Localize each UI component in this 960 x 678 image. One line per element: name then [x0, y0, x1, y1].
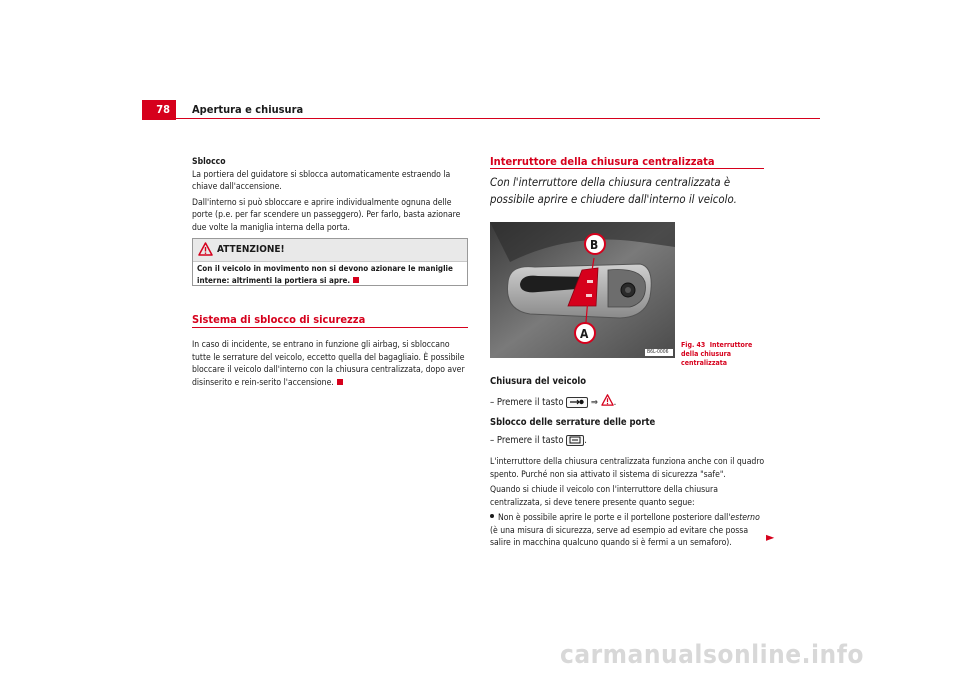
note-paragraph-2: Quando si chiude il veicolo con l'interruttore della chiusura centralizzata, si deve tenere presente quanto segue: [490, 485, 718, 508]
figure-caption [681, 341, 771, 368]
unlock-section [192, 156, 470, 234]
watermark: carmanualsonline.info [560, 640, 864, 670]
safety-heading: Sistema di sblocco di sicurezza [192, 313, 366, 326]
bullet-text-em: esterno [730, 513, 760, 523]
warning-title: ATTENZIONE! [217, 244, 285, 255]
door-panel-figure [490, 222, 675, 358]
unlock-step: – Premere il tasto . [490, 434, 587, 446]
reference-arrow: ⇒ [590, 396, 598, 408]
warning-triangle-icon [601, 394, 614, 406]
note-paragraph-1: L'interruttore della chiusura centralizzata funziona anche con il quadro spento. Purché non sia attivato il sistema di sicurezza "safe". [490, 457, 765, 480]
continue-arrow-icon: ► [766, 530, 775, 544]
callout-a: A [580, 327, 589, 341]
bullet-text-post: (è una misura di sicurezza, serve ad esempio ad evitare che possa salire in macchina qualcuno quando si è fermi a un semaforo). [490, 525, 749, 548]
callout-b: B [590, 238, 599, 252]
unlock-doors-heading: Sblocco delle serrature delle porte [490, 417, 656, 428]
page-header-title: Apertura e chiusura [192, 103, 304, 116]
unlock-step-text: – Premere il tasto [490, 434, 564, 446]
warning-header [193, 239, 467, 262]
figure-caption-text: Interruttore della chiusura centralizzata [681, 341, 753, 367]
switch-heading: Interruttore della chiusura centralizzata [490, 155, 715, 168]
unlock-heading: Sblocco [192, 157, 226, 167]
figure-code: B6L-0006 [647, 349, 669, 355]
unlock-paragraph-2: Dall'interno si può sbloccare e aprire individualmente ognuna delle porte (p.e. per far scendere un passeggero). Per farlo, basta azionare due volte la maniglia interna della porta. [192, 197, 461, 233]
end-marker-icon [353, 277, 359, 283]
warning-box [192, 238, 468, 286]
safety-heading-rule [192, 327, 468, 328]
switch-lead: Con l'interruttore della chiusura centralizzata è possibile aprire e chiudere dall'interno il veicolo. [490, 176, 737, 206]
safety-text: In caso di incidente, se entrano in funzione gli airbag, si sbloccano tutte le serrature del veicolo, eccetto quella del bagagliaio. È possibile bloccare il veicolo dall'interno con la chiusura centralizzata, dopo aver disinserito e rein-serito l'accensione. [192, 340, 465, 388]
warning-text-block [197, 263, 463, 287]
safety-text-block [192, 339, 470, 389]
bullet-icon [490, 514, 494, 518]
notes-block [490, 456, 770, 550]
note-bullet [490, 512, 770, 550]
lock-heading: Chiusura del veicolo [490, 376, 587, 387]
figure-caption-number: Fig. 43 [681, 341, 706, 349]
page-number: 78 [142, 100, 176, 120]
lock-key-icon [566, 397, 588, 408]
unlock-key-icon [566, 435, 584, 446]
warning-text: Con il veicolo in movimento non si devono azionare le maniglie interne: altrimenti la portiera si apre. [197, 264, 453, 285]
lock-step-text: – Premere il tasto [490, 396, 564, 408]
header-rule [176, 118, 820, 119]
unlock-paragraph-1: La portiera del guidatore si sblocca automaticamente estraendo la chiave dall'accensione. [192, 169, 451, 192]
lock-step: – Premere il tasto ⇒ . [490, 394, 770, 410]
procedure-block [490, 376, 770, 447]
end-marker-icon [337, 379, 343, 385]
warning-triangle-icon [198, 242, 213, 256]
bullet-text-pre: Non è possibile aprire le porte e il portellone posteriore dall' [498, 513, 731, 523]
switch-heading-rule [490, 168, 764, 169]
